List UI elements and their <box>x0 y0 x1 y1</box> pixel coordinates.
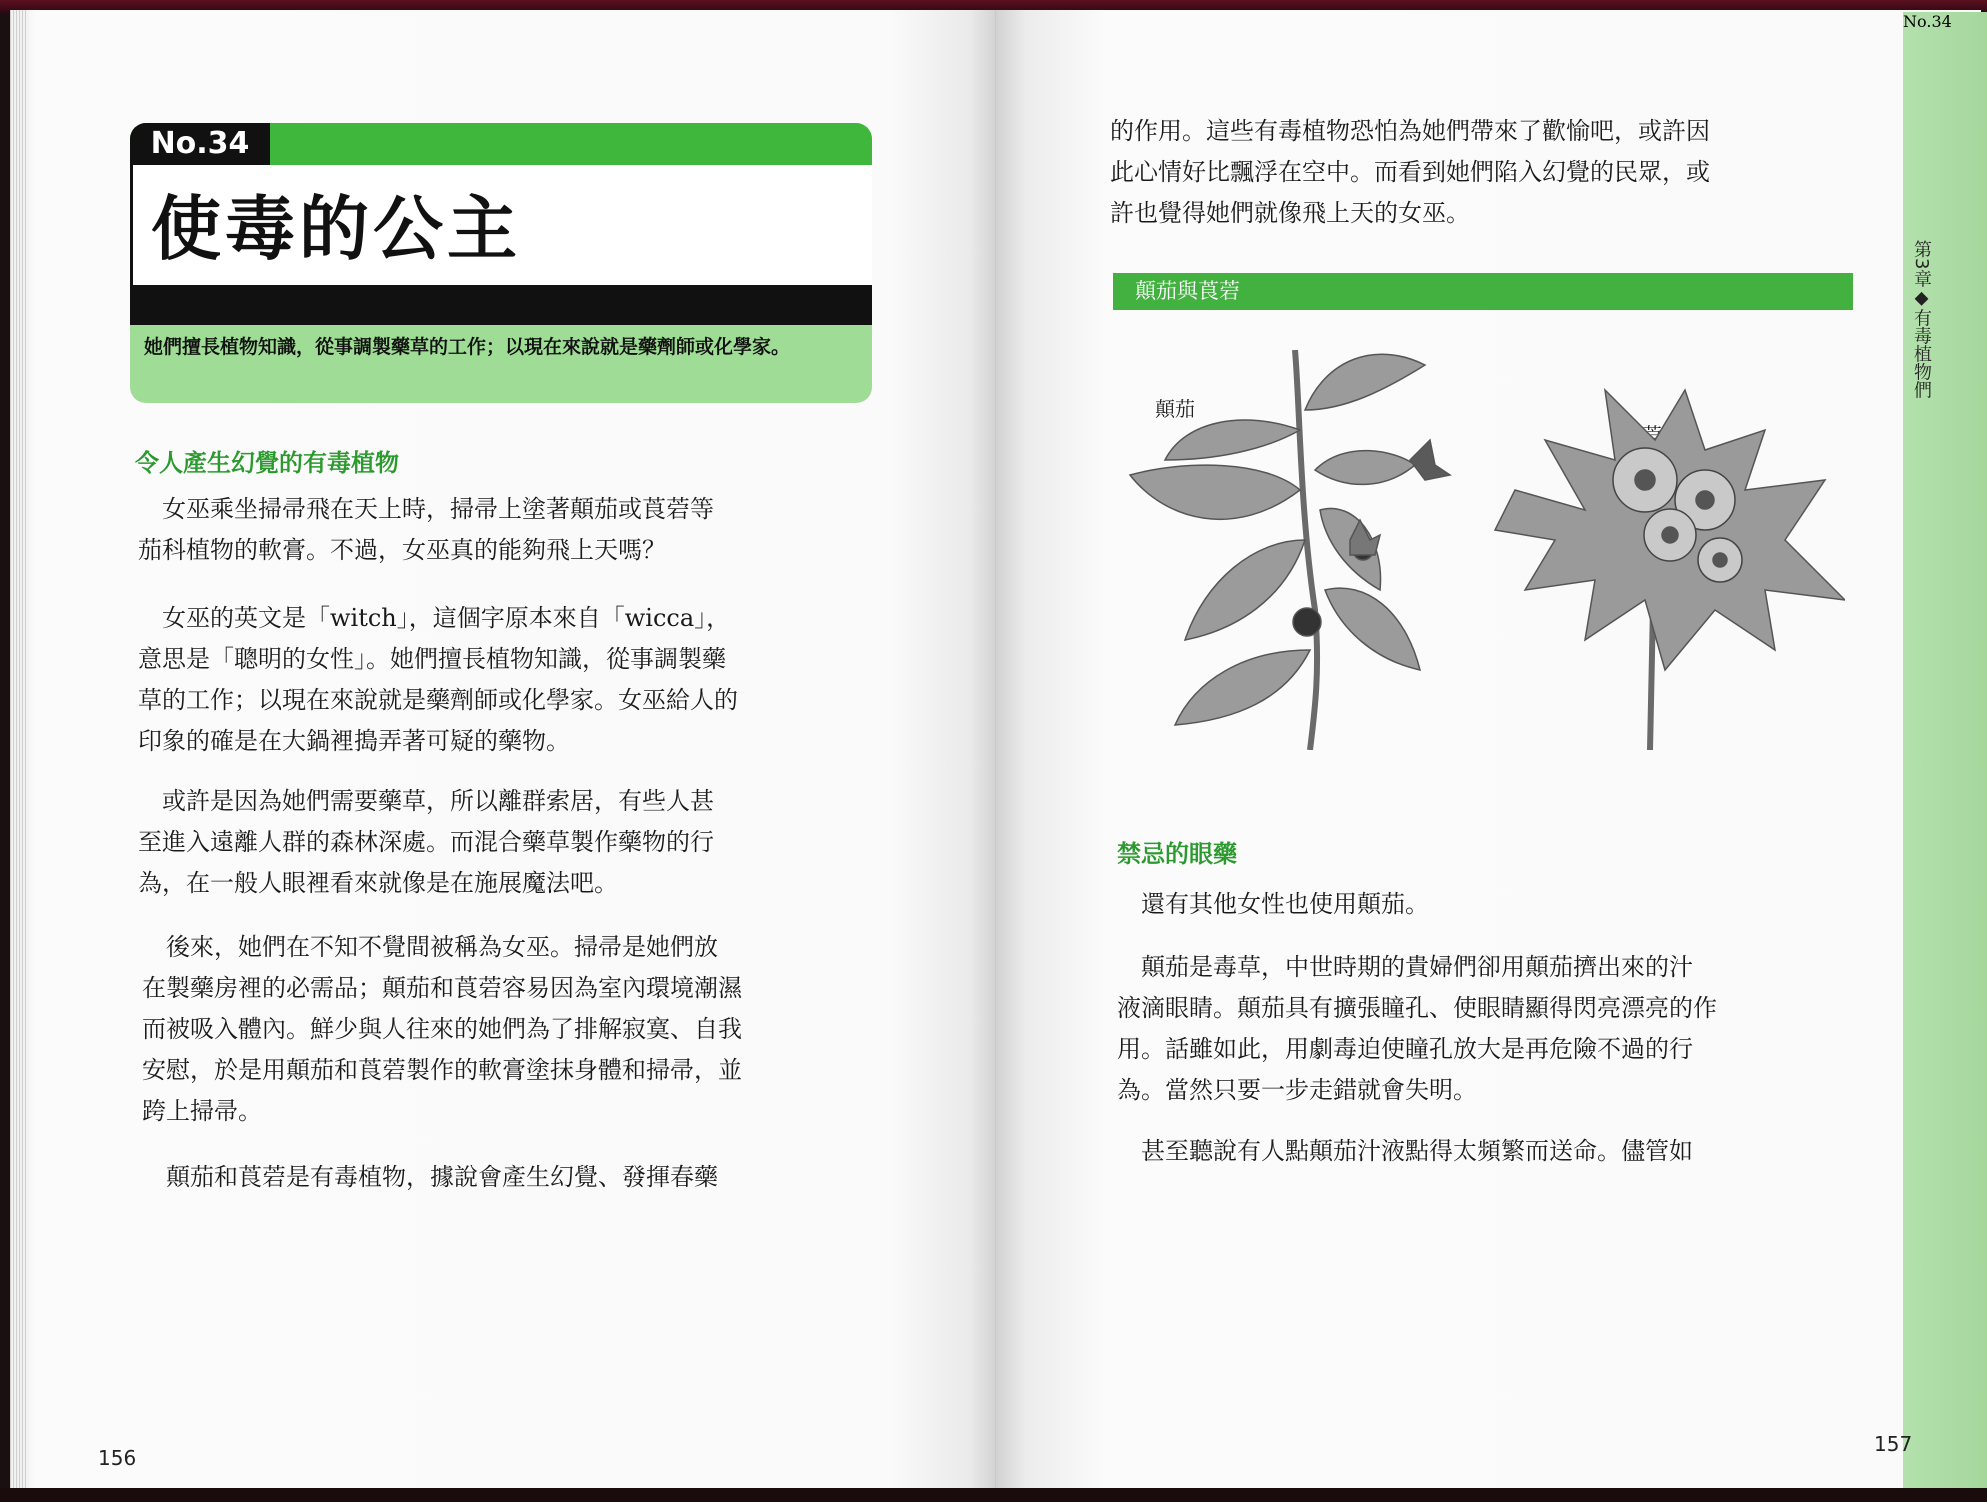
belladonna-illustration <box>1130 350 1450 750</box>
plant-illustration <box>1125 350 1845 750</box>
article-number: No.34 <box>130 123 270 165</box>
chapter-side-tab <box>1903 12 1987 1490</box>
text-line: 茄科植物的軟膏。不過，女巫真的能夠飛上天嗎？ <box>138 536 666 564</box>
illustration-caption-bar: 顛茄與莨菪 <box>1113 273 1853 310</box>
title-area <box>130 165 872 285</box>
right-paragraph-3 <box>1117 1131 1877 1172</box>
text-line: 跨上掃帚。 <box>142 1097 262 1125</box>
article-title: 使毒的公主 <box>151 188 521 270</box>
left-paragraph-4 <box>142 927 892 1132</box>
text-line: 在製藥房裡的必需品；顛茄和莨菪容易因為室內環境潮濕 <box>142 974 742 1002</box>
text-line: 的作用。這些有毒植物恐怕為她們帶來了歡愉吧，或許因 <box>1110 117 1710 145</box>
left-paragraph-1 <box>138 489 888 571</box>
text-line: 甚至聽說有人點顛茄汁液點得太頻繁而送命。儘管如 <box>1117 1137 1693 1165</box>
right-paragraph-continued <box>1110 111 1870 234</box>
text-line: 女巫乘坐掃帚飛在天上時，掃帚上塗著顛茄或莨菪等 <box>138 495 714 523</box>
text-line: 或許是因為她們需要藥草，所以離群索居，有些人甚 <box>138 787 714 815</box>
tab-article-number: No.34 <box>1903 12 1952 31</box>
text-line: 顛茄是毒草，中世時期的貴婦們卻用顛茄擠出來的汁 <box>1117 953 1693 981</box>
text-line: 為，在一般人眼裡看來就像是在施展魔法吧。 <box>138 869 618 897</box>
text-line: 液滴眼睛。顛茄具有擴張瞳孔、使眼睛顯得閃亮漂亮的作 <box>1117 994 1717 1022</box>
left-paragraph-5 <box>142 1157 892 1198</box>
text-line: 而被吸入體內。鮮少與人往來的她們為了排解寂寞、自我 <box>142 1015 742 1043</box>
tab-chapter-title: 第3章◆有毒植物們 <box>1911 240 1932 399</box>
henbane-illustration <box>1495 390 1845 750</box>
right-paragraph-2 <box>1117 947 1877 1111</box>
article-header <box>130 123 872 403</box>
text-line: 此心情好比飄浮在空中。而看到她們陷入幻覺的民眾，或 <box>1110 158 1710 186</box>
text-line: 印象的確是在大鍋裡搗弄著可疑的藥物。 <box>138 727 570 755</box>
page-number-right: 157 <box>1874 1432 1913 1456</box>
text-line: 還有其他女性也使用顛茄。 <box>1117 890 1429 918</box>
text-line: 至進入遠離人群的森林深處。而混合藥草製作藥物的行 <box>138 828 714 856</box>
bottom-edge <box>0 1488 1987 1502</box>
text-line: 安慰，於是用顛茄和莨菪製作的軟膏塗抹身體和掃帚，並 <box>142 1056 742 1084</box>
left-paragraph-3 <box>138 781 888 904</box>
page-edge <box>10 10 28 1490</box>
text-line: 許也覺得她們就像飛上天的女巫。 <box>1110 199 1470 227</box>
left-paragraph-2 <box>138 598 888 762</box>
text-line: 女巫的英文是「witch」，這個字原本來自「wicca」， <box>138 604 731 632</box>
right-paragraph-1 <box>1117 884 1877 925</box>
page-number-left: 156 <box>98 1446 137 1470</box>
section-heading-forbidden-eyedrops: 禁忌的眼藥 <box>1117 840 1237 868</box>
title-underbar <box>130 285 872 325</box>
plant-label-belladonna: 顛茄 <box>1155 397 1195 421</box>
text-line: 為。當然只要一步走錯就會失明。 <box>1117 1076 1477 1104</box>
text-line: 顛茄和莨菪是有毒植物，據說會產生幻覺、發揮春藥 <box>142 1163 718 1191</box>
text-line: 草的工作；以現在來說就是藥劑師或化學家。女巫給人的 <box>138 686 738 714</box>
text-line: 後來，她們在不知不覺間被稱為女巫。掃帚是她們放 <box>142 933 718 961</box>
text-line: 意思是「聰明的女性」。她們擅長植物知識，從事調製藥 <box>138 645 726 673</box>
section-heading-hallucinogenic: 令人產生幻覺的有毒植物 <box>135 449 399 477</box>
article-summary: 她們擅長植物知識，從事調製藥草的工作；以現在來說就是藥劑師或化學家。 <box>144 336 791 358</box>
text-line: 用。話雖如此，用劇毒迫使瞳孔放大是再危險不過的行 <box>1117 1035 1693 1063</box>
